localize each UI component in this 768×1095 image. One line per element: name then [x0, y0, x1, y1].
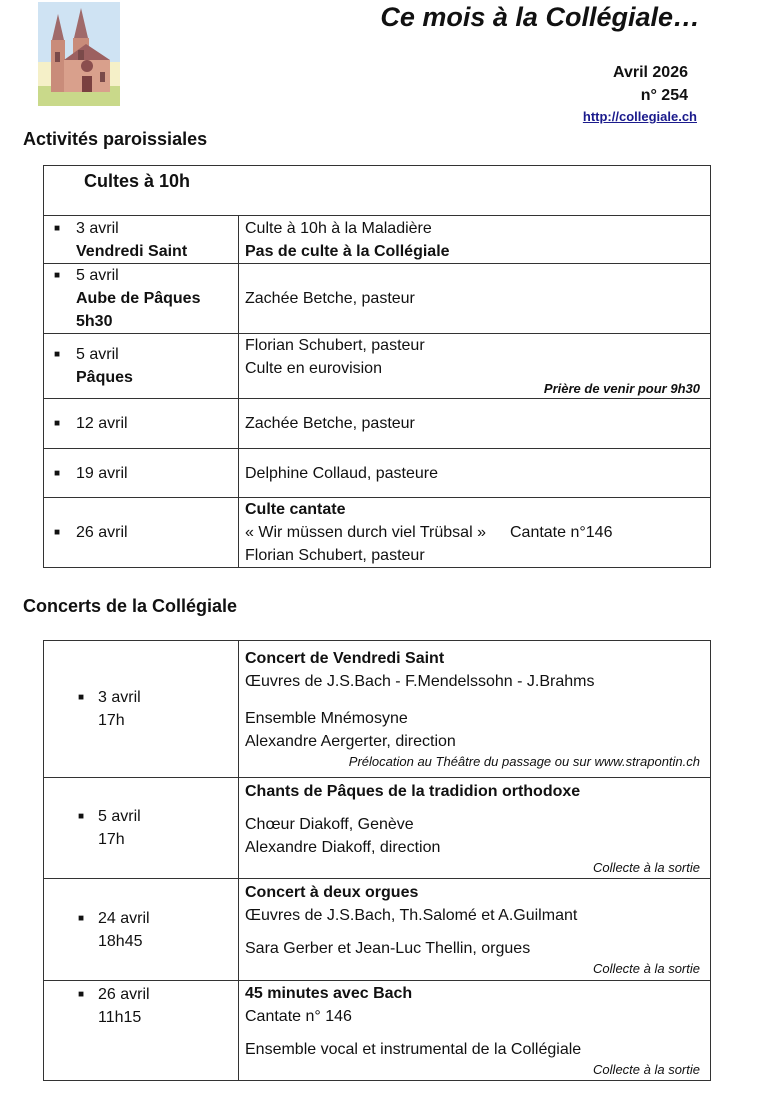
newsletter-title: Ce mois à la Collégiale…: [380, 2, 700, 32]
content-cell: [239, 879, 711, 981]
date-cell: [44, 334, 239, 399]
service-line: « Wir müssen durch viel Trübsal »: [245, 524, 486, 541]
service-date: 5 avril: [76, 346, 119, 363]
concert-note: Collecte à la sortie: [593, 859, 700, 875]
concert-line: Alexandre Diakoff, direction: [245, 838, 441, 856]
date-cell: [44, 449, 239, 498]
table-heading-row: [44, 166, 711, 216]
concert-time: 18h45: [98, 932, 143, 950]
table-row: [44, 778, 711, 879]
table-row: [44, 264, 711, 334]
service-line: Culte à 10h à la Maladière: [245, 219, 432, 237]
date-cell: [44, 498, 239, 568]
table-row: [44, 334, 711, 399]
service-line: Zachée Betche, pasteur: [245, 415, 415, 432]
concert-time: 11h15: [98, 1009, 142, 1026]
website-link[interactable]: http://collegiale.ch: [582, 109, 697, 124]
table-row: [44, 449, 711, 498]
service-date: 5 avril: [76, 267, 119, 284]
bullet-icon: ■: [78, 692, 85, 703]
cantata-number: Cantate n°146: [509, 524, 613, 541]
content-cell: [239, 498, 711, 568]
service-note: Prière de venir pour 9h30: [543, 381, 700, 396]
bullet-icon: ■: [54, 222, 61, 234]
concert-note: Collecte à la sortie: [593, 1062, 700, 1077]
service-title: Culte cantate: [245, 501, 346, 518]
table-row: [44, 498, 711, 568]
date-cell: [44, 264, 239, 334]
bullet-icon: ■: [54, 527, 61, 538]
table-row: [44, 879, 711, 981]
concerts-table: [43, 640, 711, 1081]
issue-number: n° 254: [640, 87, 688, 104]
concert-note: Prélocation au Théâtre du passage ou sur www.strapontin.ch: [348, 754, 700, 769]
content-cell: [239, 449, 711, 498]
service-occasion: Pâques: [76, 369, 133, 386]
concert-line: Ensemble vocal et instrumental de la Collégiale: [245, 1041, 582, 1058]
date-cell: [44, 216, 239, 264]
date-cell: [44, 641, 239, 778]
concert-note: Collecte à la sortie: [593, 961, 700, 976]
content-cell: [239, 334, 711, 399]
concert-date: 5 avril: [98, 808, 141, 825]
content-cell: [239, 399, 711, 449]
service-date: 3 avril: [76, 219, 119, 237]
service-occasion: Vendredi Saint: [76, 242, 188, 260]
bullet-icon: ■: [54, 467, 61, 479]
service-time: 5h30: [76, 313, 113, 330]
service-occasion: Aube de Pâques: [76, 290, 201, 307]
date-cell: [44, 879, 239, 981]
table-row: [44, 216, 711, 264]
content-cell: [239, 216, 711, 264]
date-cell: [44, 981, 239, 1081]
concert-line: Œuvres de J.S.Bach - F.Mendelssohn - J.Brahms: [245, 673, 595, 690]
service-date: 26 avril: [76, 524, 128, 541]
concert-line: Œuvres de J.S.Bach, Th.Salomé et A.Guilmant: [245, 907, 578, 924]
content-cell: [239, 264, 711, 334]
concert-line: Sara Gerber et Jean-Luc Thellin, orgues: [245, 940, 531, 957]
concert-line: Chœur Diakoff, Genève: [245, 815, 414, 833]
bullet-icon: ■: [54, 349, 61, 360]
church-logo: [38, 2, 120, 106]
concert-date: 26 avril: [98, 986, 150, 1003]
service-line: Zachée Betche, pasteur: [245, 290, 415, 307]
date-cell: [44, 399, 239, 449]
concert-title: 45 minutes avec Bach: [245, 985, 413, 1002]
service-line: Florian Schubert, pasteur: [245, 337, 425, 354]
concert-line: Ensemble Mnémosyne: [245, 710, 408, 727]
issue-month: Avril 2026: [612, 64, 688, 81]
concert-time: 17h: [98, 712, 125, 729]
table-heading: Cultes à 10h: [44, 166, 711, 216]
concert-line: Cantate n° 146: [245, 1008, 352, 1025]
content-cell: [239, 641, 711, 778]
bullet-icon: ■: [54, 418, 61, 429]
table-row: [44, 981, 711, 1081]
service-date: 19 avril: [76, 464, 128, 482]
table-row: [44, 641, 711, 778]
content-cell: [239, 778, 711, 879]
service-line: Pas de culte à la Collégiale: [245, 242, 450, 260]
concert-title: Concert de Vendredi Saint: [245, 650, 445, 667]
section-title-activities: Activités paroissiales: [23, 129, 208, 149]
concert-line: Alexandre Aergerter, direction: [245, 733, 456, 750]
services-table: [43, 165, 711, 568]
bullet-icon: ■: [78, 811, 85, 822]
concert-title: Chants de Pâques de la tradidion orthodoxe: [245, 782, 581, 800]
bullet-icon: ■: [54, 270, 61, 281]
concert-time: 17h: [98, 831, 125, 848]
service-date: 12 avril: [76, 415, 128, 432]
table-row: [44, 399, 711, 449]
section-title-concerts: Concerts de la Collégiale: [23, 596, 238, 616]
content-cell: [239, 981, 711, 1081]
concert-date: 3 avril: [98, 689, 141, 706]
bullet-icon: ■: [78, 989, 85, 1000]
date-cell: [44, 778, 239, 879]
service-line: Florian Schubert, pasteur: [245, 547, 425, 564]
bullet-icon: ■: [78, 912, 85, 924]
concert-title: Concert à deux orgues: [245, 884, 419, 901]
concert-date: 24 avril: [98, 909, 150, 927]
service-line: Delphine Collaud, pasteure: [245, 464, 439, 482]
service-line: Culte en eurovision: [245, 360, 382, 377]
